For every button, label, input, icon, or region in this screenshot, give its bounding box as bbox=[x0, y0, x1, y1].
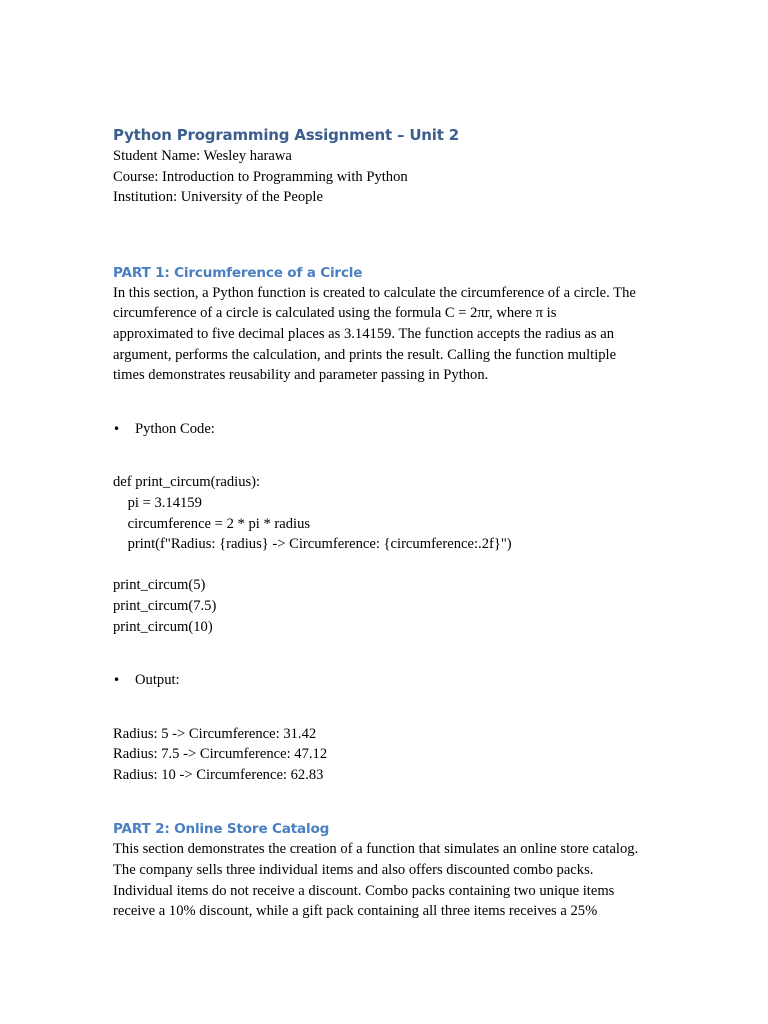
bullet-icon: • bbox=[113, 673, 121, 688]
course-name: Course: Introduction to Programming with Python bbox=[113, 168, 408, 185]
paragraph-line: In this section, a Python function is created to calculate the circumference of a circle. The bbox=[113, 284, 636, 301]
part1-heading: PART 1: Circumference of a Circle bbox=[113, 264, 363, 281]
output-line: Radius: 5 -> Circumference: 31.42 bbox=[113, 725, 317, 742]
output-line: Radius: 10 -> Circumference: 62.83 bbox=[113, 766, 324, 783]
code-line: print(f"Radius: {radius} -> Circumference: {circumference:.2f}") bbox=[113, 536, 512, 553]
paragraph-line: times demonstrates reusability and parameter passing in Python. bbox=[113, 367, 489, 384]
code-line: print_circum(10) bbox=[113, 618, 213, 635]
code-line: def print_circum(radius): bbox=[113, 474, 261, 491]
code-bullet-label: Python Code: bbox=[135, 420, 215, 437]
output-line: Radius: 7.5 -> Circumference: 47.12 bbox=[113, 746, 328, 763]
paragraph-line: The company sells three individual items and also offers discounted combo packs. bbox=[113, 862, 594, 879]
code-line: pi = 3.14159 bbox=[113, 494, 202, 511]
paragraph-line: This section demonstrates the creation of a function that simulates an online store catalog. bbox=[113, 841, 639, 858]
student-name: Student Name: Wesley harawa bbox=[113, 148, 292, 164]
output-bullet bbox=[113, 670, 658, 691]
document-page bbox=[113, 124, 658, 922]
part1-paragraph bbox=[113, 283, 658, 386]
code-line: circumference = 2 * pi * radius bbox=[113, 515, 311, 532]
paragraph-line: circumference of a circle is calculated using the formula C = 2πr, where π is bbox=[113, 305, 557, 322]
institution-name: Institution: University of the People bbox=[113, 189, 323, 206]
bullet-icon: • bbox=[113, 421, 121, 436]
document-title: Python Programming Assignment – Unit 2 bbox=[113, 126, 459, 144]
part2-paragraph bbox=[113, 839, 658, 921]
paragraph-line: Individual items do not receive a discount. Combo packs containing two unique items bbox=[113, 882, 615, 899]
output-block bbox=[113, 724, 658, 786]
code-block bbox=[113, 472, 658, 637]
paragraph-line: argument, performs the calculation, and prints the result. Calling the function multiple bbox=[113, 346, 617, 363]
code-line bbox=[113, 555, 658, 576]
paragraph-line: approximated to five decimal places as 3.14159. The function accepts the radius as an bbox=[113, 325, 615, 342]
part2-heading: PART 2: Online Store Catalog bbox=[113, 821, 330, 838]
code-line: print_circum(5) bbox=[113, 577, 206, 594]
code-line: print_circum(7.5) bbox=[113, 597, 217, 614]
code-bullet bbox=[113, 419, 658, 440]
paragraph-line: receive a 10% discount, while a gift pack containing all three items receives a 25% bbox=[113, 903, 598, 920]
output-bullet-label: Output: bbox=[135, 672, 180, 689]
